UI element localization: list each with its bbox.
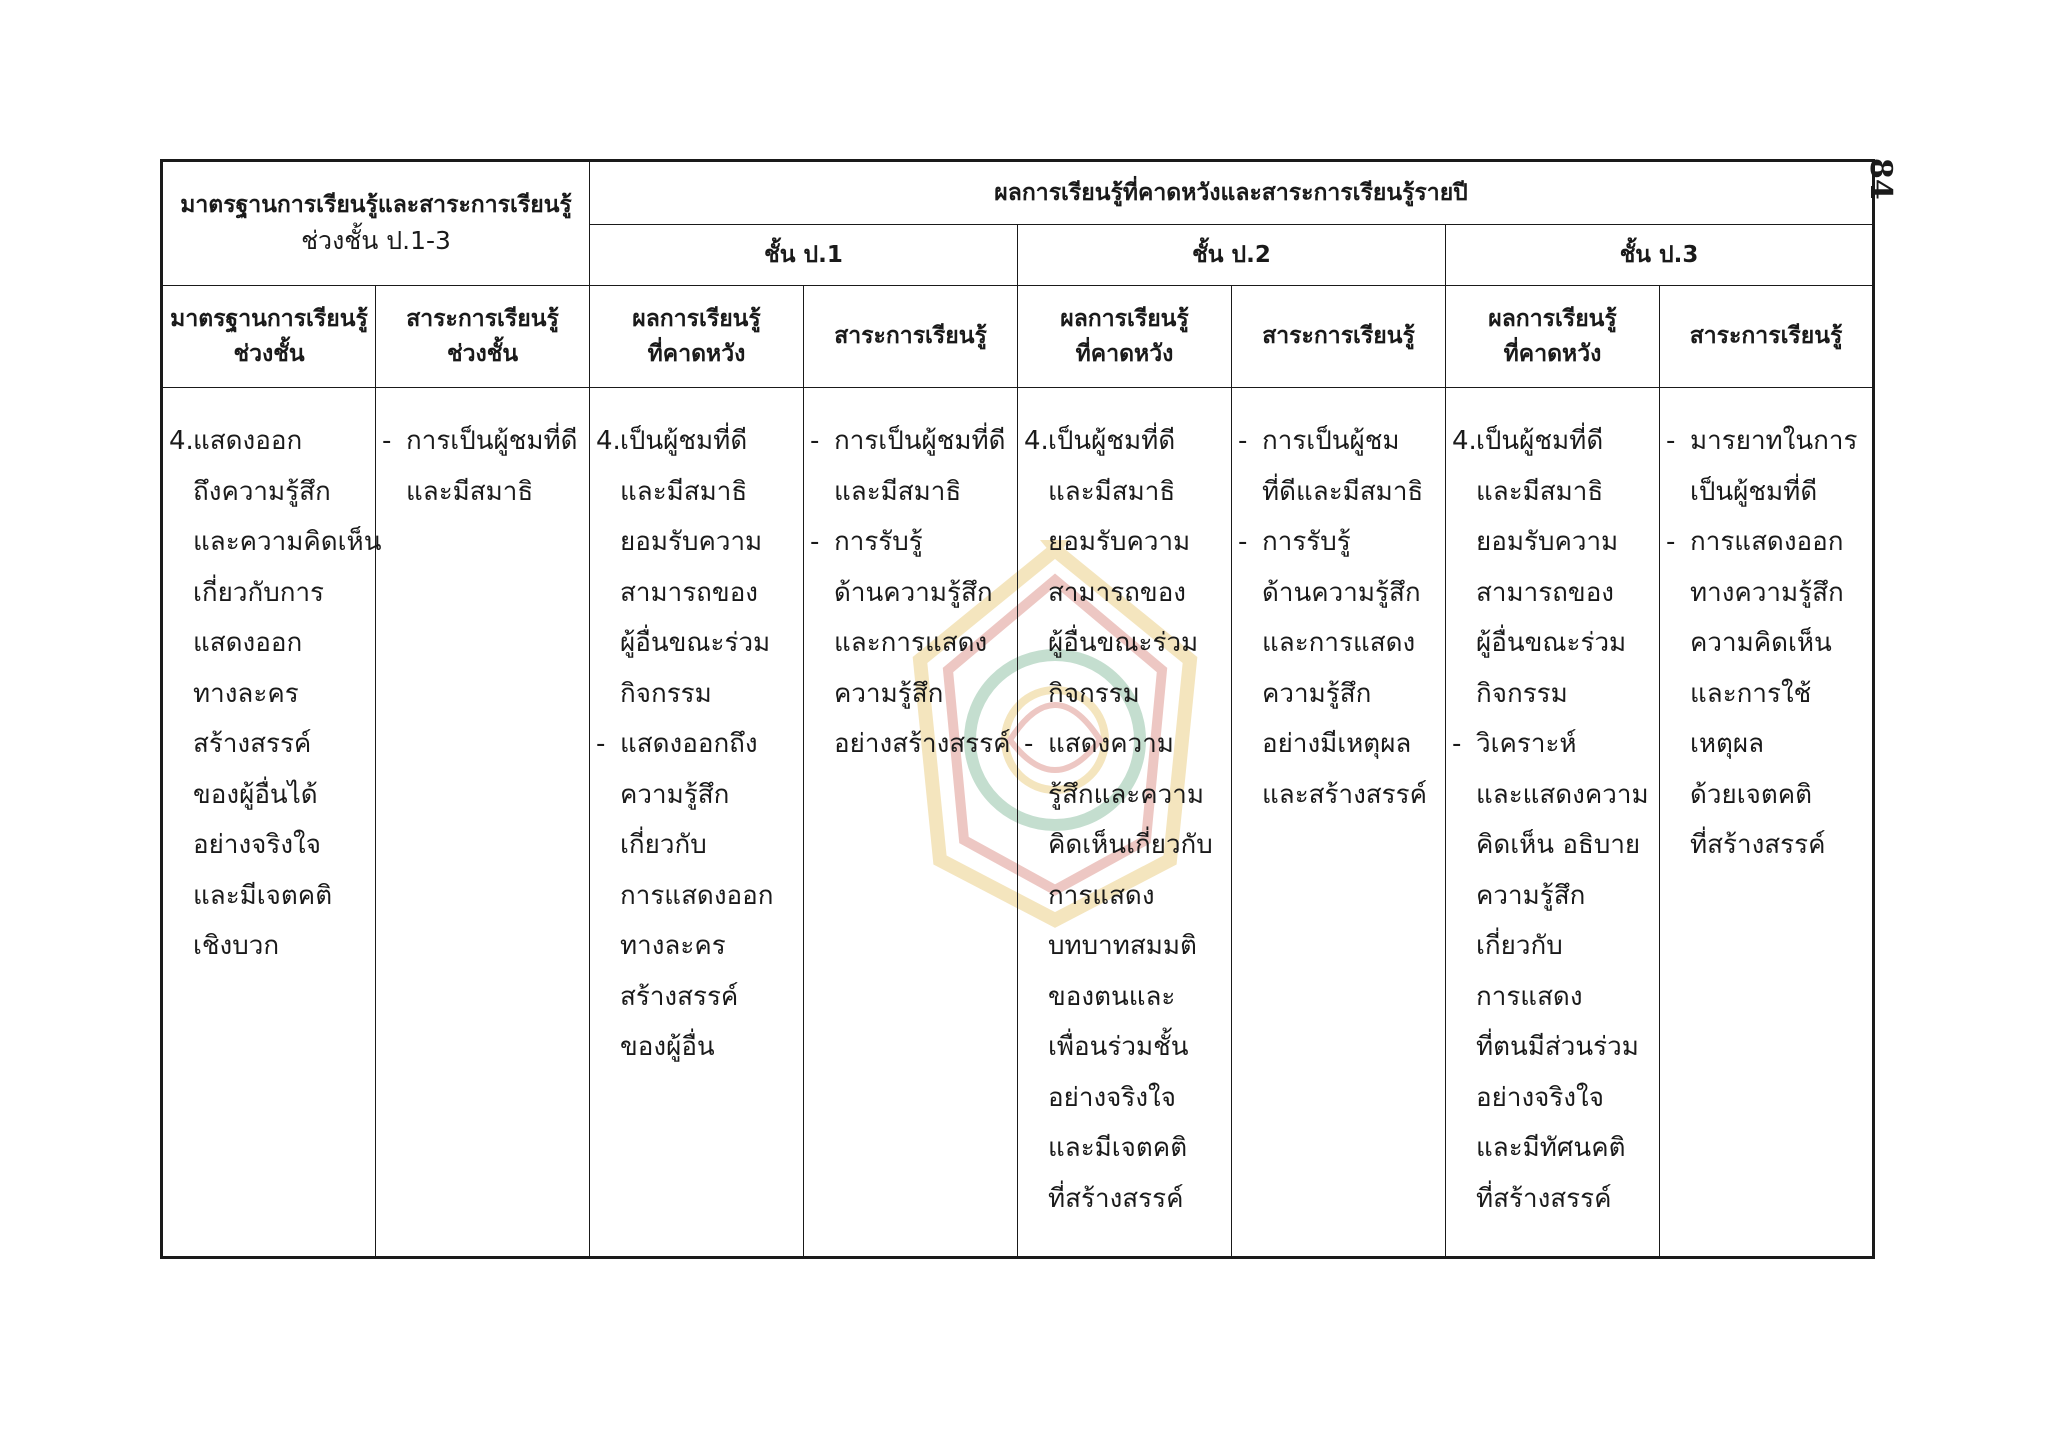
line-text: ยอมรับความ: [620, 527, 763, 557]
list-item: [1024, 1123, 1225, 1174]
subheader-content: [376, 286, 590, 388]
list-item: [810, 467, 1011, 518]
line-text: กิจกรรม: [1476, 678, 1568, 709]
line-text: เกี่ยวกับการ: [193, 577, 325, 608]
line-text: และมีทัศนคติ: [1476, 1133, 1626, 1163]
list-item: [596, 416, 797, 467]
subheader-outcome-line1: ผลการเรียนรู้: [1488, 306, 1617, 332]
list-item: [1666, 467, 1866, 518]
line-text: ความรู้สึก: [1262, 678, 1372, 709]
header-left-line1: มาตรฐานการเรียนรู้และสาระการเรียนรู้: [180, 191, 572, 218]
line-text: ด้านความรู้สึก: [834, 577, 993, 608]
line-text: วิเคราะห์: [1476, 729, 1577, 759]
bullet-marker: -: [1238, 527, 1248, 557]
cell-outcome-grade-1: [590, 388, 804, 1258]
line-text: คิดเห็น อธิบาย: [1476, 830, 1641, 860]
list-item: [169, 517, 382, 568]
list-item: [596, 467, 797, 518]
table-row: [162, 388, 1874, 1258]
line-text: และมีสมาธิ: [1048, 476, 1176, 507]
header-expected-outcomes: ผลการเรียนรู้ที่คาดหวังและสาระการเรียนรู้รายปี: [590, 161, 1874, 225]
list-item: [1666, 568, 1866, 619]
line-text: ผู้อื่นขณะร่วม: [1048, 628, 1199, 658]
line-text: ที่ตนมีส่วนร่วม: [1476, 1032, 1639, 1062]
list-item: [1024, 1174, 1225, 1225]
list-item: [1024, 820, 1225, 871]
list-item: [1024, 618, 1225, 669]
list-item: [810, 568, 1011, 619]
subheader-outcome-grade-1: [590, 286, 804, 388]
line-text: การแสดง: [1048, 880, 1155, 911]
header-standards-and-content: [162, 161, 590, 286]
list-item: [1452, 669, 1653, 720]
list-item: [1452, 921, 1653, 972]
item-number: 4.: [1452, 426, 1477, 456]
line-text: เพื่อนร่วมชั้น: [1048, 1032, 1189, 1062]
line-text: อย่างจริงใจ: [1048, 1082, 1176, 1113]
line-text: อย่างจริงใจ: [1476, 1082, 1604, 1113]
list-item: [1452, 871, 1653, 922]
line-text: สามารถของ: [1048, 577, 1186, 608]
item-number: 4.: [596, 426, 621, 456]
line-text: ของตนและ: [1048, 981, 1176, 1012]
line-text: เป็นผู้ชมที่ดี: [1690, 476, 1818, 507]
list-item: [596, 972, 797, 1023]
list-item: [1024, 669, 1225, 720]
list-item: [596, 568, 797, 619]
line-text: ของผู้อื่น: [620, 1032, 715, 1062]
list-item: [169, 669, 369, 720]
list-item: [1666, 669, 1866, 720]
line-text: เหตุผล: [1690, 729, 1765, 759]
list-item: [169, 719, 369, 770]
line-text: ผู้อื่นขณะร่วม: [620, 628, 771, 658]
line-text: และมีสมาธิ: [1476, 476, 1604, 507]
list-item: [1238, 568, 1439, 619]
list-item: [1666, 770, 1866, 821]
list-item: [1666, 618, 1866, 669]
bullet-marker: -: [1666, 426, 1676, 456]
bullet-marker: -: [382, 426, 392, 456]
list-item: [1024, 1073, 1225, 1124]
item-number: 4.: [1024, 426, 1049, 456]
line-text: และมีเจตคติ: [1048, 1133, 1188, 1163]
cell-standard: [162, 388, 382, 1258]
line-text: ยอมรับความ: [1476, 527, 1619, 557]
line-text: กิจกรรม: [1048, 678, 1140, 709]
list-item: [169, 921, 369, 972]
list-item: [1024, 416, 1225, 467]
line-text: มารยาทในการ: [1690, 426, 1858, 456]
list-item: [1666, 820, 1866, 871]
line-text: การเป็นผู้ชมที่ดี: [406, 426, 578, 456]
bullet-marker: -: [810, 426, 820, 456]
list-item: [1666, 517, 1866, 568]
subheader-outcome-line2: ที่คาดหวัง: [647, 340, 746, 367]
list-item: [169, 467, 369, 518]
line-text: และแสดงความ: [1476, 779, 1649, 810]
line-text: แสดงออกถึง: [620, 729, 758, 759]
bullet-marker: -: [1024, 729, 1034, 759]
cell-content-grade-2: [1232, 388, 1446, 1258]
list-item: [1024, 972, 1225, 1023]
subheader-content-grade-2: สาระการเรียนรู้: [1232, 286, 1446, 388]
list-item: [596, 921, 797, 972]
list-item: [169, 871, 369, 922]
list-item: [596, 1022, 797, 1073]
header-grade-1: ชั้น ป.1: [590, 225, 1018, 286]
line-text: รู้สึกและความ: [1048, 779, 1204, 810]
list-item: [169, 770, 369, 821]
list-item: [1452, 618, 1653, 669]
line-text: การแสดง: [1476, 981, 1583, 1012]
list-item: [1024, 1022, 1225, 1073]
line-text: การรับรู้: [1262, 527, 1351, 557]
line-text: ของผู้อื่นได้: [193, 779, 318, 810]
list-item: [596, 770, 797, 821]
list-item: [1452, 972, 1653, 1023]
list-item: [1238, 618, 1439, 669]
line-text: อย่างมีเหตุผล: [1262, 729, 1412, 759]
line-text: สามารถของ: [1476, 577, 1614, 608]
subheader-standard-line1: มาตรฐานการเรียนรู้: [170, 306, 368, 332]
list-item: [382, 416, 583, 467]
list-item: [1238, 467, 1439, 518]
list-item: [1452, 568, 1653, 619]
line-text: อย่างสร้างสรรค์: [834, 729, 1011, 759]
line-text: คิดเห็นเกี่ยวกับ: [1048, 830, 1213, 860]
line-text: แสดงออก: [193, 426, 303, 456]
line-text: บทบาทสมมติ: [1048, 931, 1197, 961]
list-item: [596, 719, 797, 770]
subheader-outcome-grade-3: [1446, 286, 1660, 388]
line-text: ทางละคร: [193, 678, 299, 709]
line-text: และมีสมาธิ: [834, 476, 962, 507]
list-item: [1024, 467, 1225, 518]
line-text: การเป็นผู้ชม: [1262, 426, 1400, 456]
line-text: การรับรู้: [834, 527, 923, 557]
line-text: และการแสดง: [834, 628, 988, 658]
page-number: 84: [1863, 158, 1898, 200]
line-text: ความรู้สึก: [1476, 880, 1586, 911]
list-item: [1238, 770, 1439, 821]
list-item: [596, 820, 797, 871]
list-item: [1024, 921, 1225, 972]
list-item: [169, 416, 369, 467]
line-text: และมีสมาธิ: [406, 476, 534, 507]
subheader-content-line1: สาระการเรียนรู้: [406, 306, 559, 332]
curriculum-table: [160, 159, 1875, 1259]
item-number: 4.: [169, 426, 194, 456]
line-text: ความรู้สึก: [620, 779, 730, 810]
list-item: [1024, 871, 1225, 922]
list-item: [169, 618, 369, 669]
cell-content-grade-3: [1660, 388, 1874, 1258]
list-item: [1452, 1073, 1653, 1124]
line-text: เกี่ยวกับ: [620, 830, 707, 860]
list-item: [1452, 467, 1653, 518]
list-item: [1238, 517, 1439, 568]
line-text: ผู้อื่นขณะร่วม: [1476, 628, 1627, 658]
line-text: การแสดงออก: [620, 880, 774, 911]
list-item: [1666, 719, 1866, 770]
bullet-marker: -: [1666, 527, 1676, 557]
list-item: [810, 416, 1011, 467]
list-item: [1238, 416, 1439, 467]
line-text: สร้างสรรค์: [620, 981, 739, 1012]
line-text: เกี่ยวกับ: [1476, 931, 1563, 961]
line-text: และการแสดง: [1262, 628, 1416, 658]
list-item: [169, 568, 369, 619]
line-text: และมีสมาธิ: [620, 476, 748, 507]
list-item: [1452, 416, 1653, 467]
line-text: ที่สร้างสรรค์: [1048, 1183, 1184, 1214]
list-item: [1452, 770, 1653, 821]
line-text: เป็นผู้ชมที่ดี: [1476, 426, 1604, 456]
subheader-outcome-line1: ผลการเรียนรู้: [632, 306, 761, 332]
line-text: ที่สร้างสรรค์: [1690, 830, 1826, 860]
subheader-content-grade-1: สาระการเรียนรู้: [804, 286, 1018, 388]
list-item: [1452, 517, 1653, 568]
line-text: แสดงออก: [193, 628, 303, 658]
line-text: ความคิดเห็น: [1690, 628, 1832, 658]
list-item: [810, 618, 1011, 669]
line-text: ยอมรับความ: [1048, 527, 1191, 557]
line-text: ด้วยเจตคติ: [1690, 779, 1813, 810]
list-item: [1666, 416, 1866, 467]
line-text: สร้างสรรค์: [193, 729, 312, 759]
list-item: [1238, 719, 1439, 770]
line-text: แสดงความ: [1048, 729, 1174, 759]
list-item: [596, 669, 797, 720]
list-item: [1452, 1174, 1653, 1225]
list-item: [810, 719, 1011, 770]
subheader-outcome-line1: ผลการเรียนรู้: [1060, 306, 1189, 332]
list-item: [1024, 517, 1225, 568]
bullet-marker: -: [810, 527, 820, 557]
subheader-standard: [162, 286, 376, 388]
bullet-marker: -: [1452, 729, 1462, 759]
line-text: ที่ดีและมีสมาธิ: [1262, 476, 1424, 507]
list-item: [382, 467, 583, 518]
subheader-standard-line2: ช่วงชั้น: [233, 340, 305, 367]
list-item: [596, 517, 797, 568]
header-grade-2: ชั้น ป.2: [1018, 225, 1446, 286]
bullet-marker: -: [596, 729, 606, 759]
line-text: กิจกรรม: [620, 678, 712, 709]
subheader-outcome-line2: ที่คาดหวัง: [1075, 340, 1174, 367]
line-text: สามารถของ: [620, 577, 758, 608]
bullet-marker: -: [1238, 426, 1248, 456]
list-item: [1452, 1123, 1653, 1174]
list-item: [810, 517, 1011, 568]
line-text: และมีเจตคติ: [193, 880, 333, 911]
line-text: อย่างจริงใจ: [193, 830, 321, 860]
list-item: [1024, 770, 1225, 821]
line-text: ถึงความรู้สึก: [193, 476, 331, 507]
cell-outcome-grade-3: [1446, 388, 1660, 1258]
line-text: เป็นผู้ชมที่ดี: [1048, 426, 1176, 456]
line-text: การแสดงออก: [1690, 527, 1844, 557]
line-text: การเป็นผู้ชมที่ดี: [834, 426, 1006, 456]
cell-outcome-grade-2: [1018, 388, 1232, 1258]
list-item: [1024, 719, 1225, 770]
line-text: ที่สร้างสรรค์: [1476, 1183, 1612, 1214]
line-text: ทางความรู้สึก: [1690, 577, 1844, 608]
cell-content: [376, 388, 590, 1258]
cell-content-grade-1: [804, 388, 1018, 1258]
list-item: [596, 618, 797, 669]
line-text: ความรู้สึก: [834, 678, 944, 709]
line-text: และสร้างสรรค์: [1262, 779, 1427, 810]
line-text: เชิงบวก: [193, 931, 280, 961]
line-text: ด้านความรู้สึก: [1262, 577, 1421, 608]
list-item: [1238, 669, 1439, 720]
line-text: และการใช้: [1690, 678, 1812, 709]
subheader-outcome-grade-2: [1018, 286, 1232, 388]
line-text: เป็นผู้ชมที่ดี: [620, 426, 748, 456]
list-item: [1452, 719, 1653, 770]
list-item: [810, 669, 1011, 720]
subheader-outcome-line2: ที่คาดหวัง: [1503, 340, 1602, 367]
subheader-content-grade-3: สาระการเรียนรู้: [1660, 286, 1874, 388]
list-item: [1024, 568, 1225, 619]
line-text: ทางละคร: [620, 931, 726, 961]
list-item: [1452, 820, 1653, 871]
header-grade-3: ชั้น ป.3: [1446, 225, 1874, 286]
list-item: [1452, 1022, 1653, 1073]
subheader-content-line2: ช่วงชั้น: [446, 340, 519, 367]
list-item: [169, 820, 369, 871]
list-item: [596, 871, 797, 922]
line-text: และความคิดเห็น: [193, 527, 382, 557]
header-left-line2: ช่วงชั้น ป.1-3: [301, 226, 451, 255]
